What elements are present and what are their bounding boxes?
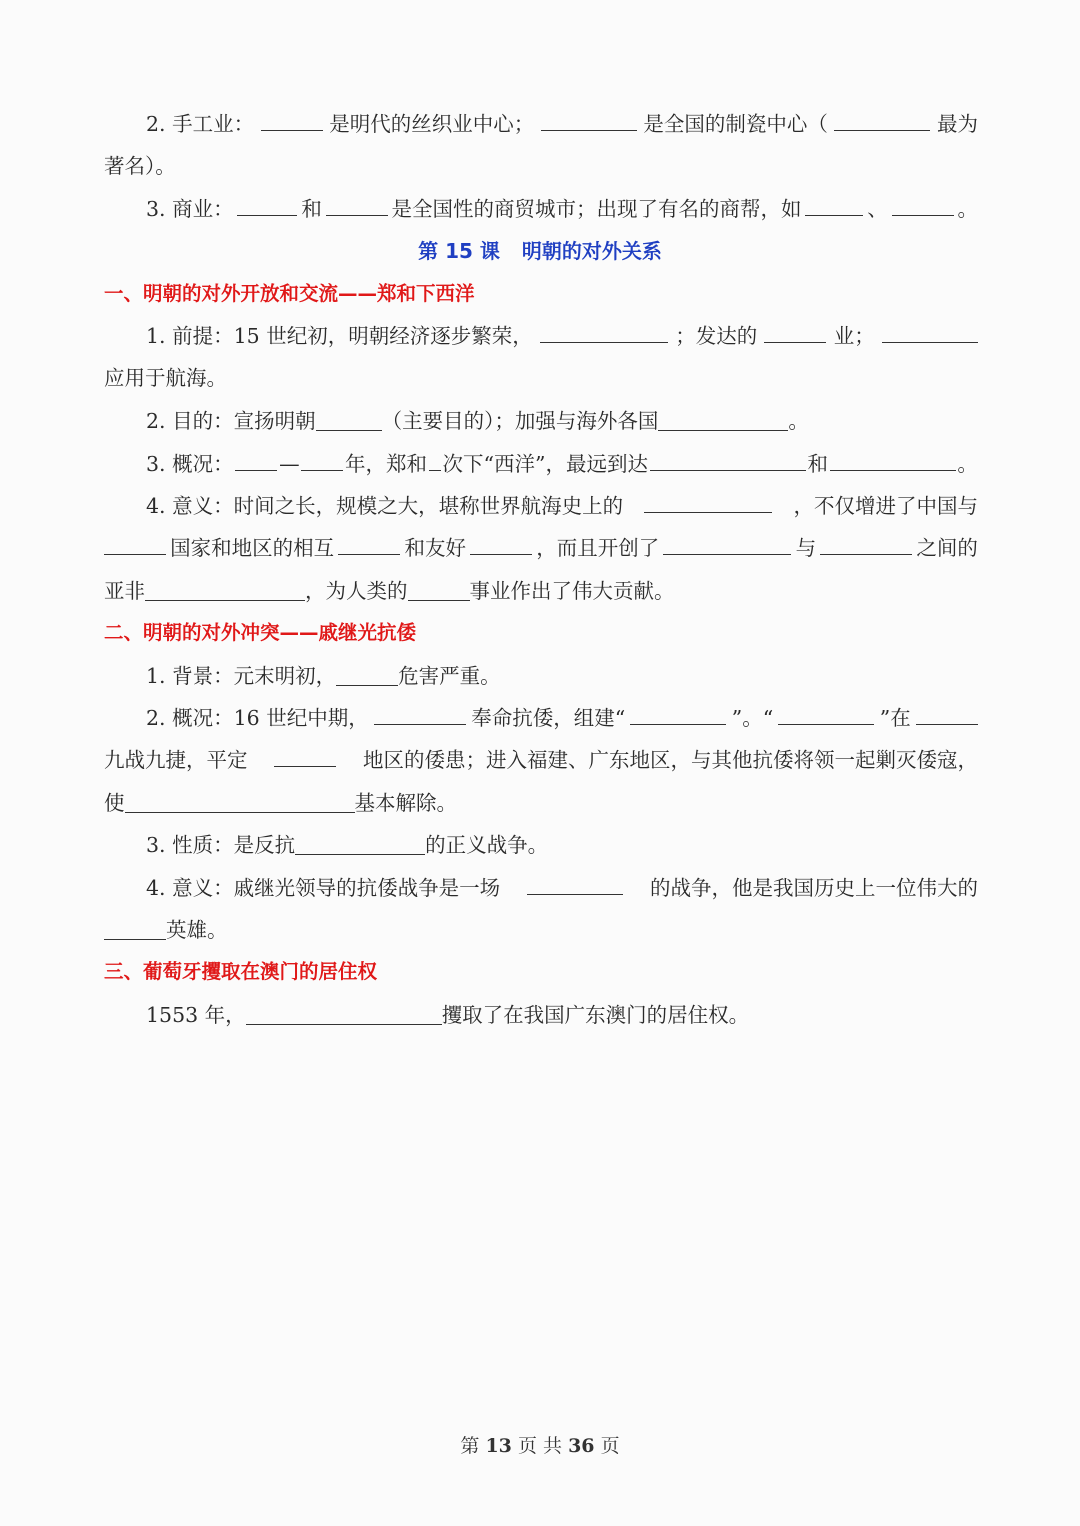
campaign-line-2	[104, 740, 978, 780]
text-segment: 事业作出了伟大贡献。	[469, 579, 675, 603]
item-number: 3.	[146, 197, 166, 221]
footer-text: 共	[543, 1435, 563, 1457]
fill-blank[interactable]	[778, 700, 874, 725]
text-segment: 是全国性的商贸城市；出现了有名的商帮，如	[391, 197, 802, 221]
macau-line	[104, 995, 978, 1035]
fill-blank[interactable]	[630, 700, 726, 725]
text-segment: 。	[957, 452, 978, 476]
text-segment: ；发达的	[675, 324, 758, 348]
fill-blank[interactable]	[805, 191, 863, 216]
text-segment: 是明代的丝织业中心；	[329, 112, 535, 136]
text-segment: —	[279, 452, 300, 476]
lesson-title	[0, 231, 1080, 271]
page-number: 13	[485, 1435, 512, 1457]
overview-line	[104, 444, 978, 484]
fill-blank[interactable]	[650, 446, 806, 471]
text-segment: ”。“	[731, 706, 774, 730]
fill-blank[interactable]	[892, 191, 954, 216]
fill-blank[interactable]	[145, 576, 305, 601]
text-segment: 目的：宣扬明朝	[172, 409, 316, 433]
fill-blank[interactable]	[237, 191, 297, 216]
text-segment: 。	[788, 409, 809, 433]
text-segment: 年，郑和	[345, 452, 428, 476]
text-segment: 是全国的制瓷中心（	[643, 112, 828, 136]
campaign-line-3	[104, 783, 978, 823]
premise-continuation	[104, 358, 978, 398]
fill-blank[interactable]	[764, 318, 826, 343]
item-number: 3.	[146, 452, 166, 476]
fill-blank[interactable]	[301, 446, 343, 471]
fill-blank[interactable]	[104, 915, 166, 940]
fill-blank[interactable]	[336, 661, 398, 686]
text-segment: 与	[795, 536, 817, 560]
text-segment: 的正义战争。	[425, 833, 549, 857]
text-segment: （主要目的）；加强与海外各国	[381, 409, 659, 433]
text-segment: 1553 年，	[146, 1003, 246, 1027]
fill-blank[interactable]	[470, 530, 532, 555]
text-segment: 概况：16 世纪中期，	[172, 706, 369, 730]
footer-text: 页	[517, 1435, 537, 1457]
fill-blank[interactable]	[834, 106, 930, 131]
fill-blank[interactable]	[541, 106, 637, 131]
text-segment: 最为	[936, 112, 978, 136]
text-segment: 。	[957, 197, 978, 221]
lesson-name: 明朝的对外关系	[521, 239, 662, 263]
fill-blank[interactable]	[540, 318, 668, 343]
item-number: 4.	[146, 876, 166, 900]
total-pages: 36	[568, 1435, 595, 1457]
significance-line-1	[104, 486, 978, 526]
section-heading-1: 一、明朝的对外开放和交流——郑和下西洋	[104, 282, 475, 305]
text-segment: 亚非	[104, 579, 145, 603]
item-number: 4.	[146, 494, 166, 518]
handicraft-continuation	[104, 146, 978, 186]
text-segment: 业；	[833, 324, 875, 348]
significance-line-2	[104, 528, 978, 568]
war-significance-continuation	[104, 910, 978, 950]
fill-blank[interactable]	[104, 530, 166, 555]
item-number: 2.	[146, 409, 166, 433]
text-segment: 和	[301, 197, 322, 221]
footer-text: 第	[460, 1435, 480, 1457]
item-label: 手工业：	[172, 112, 255, 136]
text-segment: 地区的倭患；进入福建、广东地区，与其他抗倭将领一起剿灭倭寇，	[363, 748, 978, 772]
fill-blank[interactable]	[527, 870, 623, 895]
lesson-number: 第 15 课	[418, 239, 500, 263]
text-segment: ，而且开创了	[536, 536, 660, 560]
item-number: 2.	[146, 706, 166, 730]
text-segment: 和	[807, 452, 828, 476]
text-segment: 的战争，他是我国历史上一位伟大的	[650, 876, 978, 900]
fill-blank[interactable]	[235, 446, 277, 471]
text-segment: 意义：戚继光领导的抗倭战争是一场	[172, 876, 501, 900]
section-heading-3: 三、葡萄牙攫取在澳门的居住权	[104, 960, 378, 983]
fill-blank[interactable]	[246, 1000, 442, 1025]
text-segment: 著名）。	[104, 154, 176, 178]
text-segment: 九战九捷，平定	[104, 748, 248, 772]
fill-blank[interactable]	[125, 788, 355, 813]
text-segment: 、	[867, 197, 888, 221]
commerce-line	[104, 189, 978, 229]
text-segment: 使	[104, 791, 125, 815]
text-segment: 意义：时间之长，规模之大，堪称世界航海史上的	[172, 494, 624, 518]
fill-blank[interactable]	[316, 406, 382, 431]
fill-blank[interactable]	[916, 700, 978, 725]
fill-blank[interactable]	[261, 106, 323, 131]
fill-blank[interactable]	[820, 530, 912, 555]
fill-blank[interactable]	[658, 406, 788, 431]
text-segment: ，不仅增进了中国与	[793, 494, 978, 518]
significance-line-3	[104, 571, 978, 611]
text-segment: 前提：15 世纪初，明朝经济逐步繁荣，	[172, 324, 533, 348]
text-segment: 英雄。	[166, 918, 228, 942]
fill-blank[interactable]	[429, 446, 441, 471]
nature-line	[104, 825, 978, 865]
text-segment: 基本解除。	[354, 791, 457, 815]
fill-blank[interactable]	[374, 700, 466, 725]
footer-text: 页	[600, 1435, 620, 1457]
campaign-line-1	[104, 698, 978, 738]
text-segment: ”在	[879, 706, 911, 730]
text-segment: 之间的	[916, 536, 978, 560]
page-footer	[0, 1428, 1080, 1464]
text-segment: 奉命抗倭，组建“	[471, 706, 626, 730]
item-number: 1.	[146, 324, 166, 348]
fill-blank[interactable]	[295, 830, 425, 855]
handicraft-line	[104, 104, 978, 144]
background-line	[104, 656, 978, 696]
fill-blank[interactable]	[338, 530, 400, 555]
text-segment: 攫取了在我国广东澳门的居住权。	[441, 1003, 750, 1027]
fill-blank[interactable]	[274, 742, 336, 767]
fill-blank[interactable]	[830, 446, 956, 471]
text-segment: 次下“西洋”，最远到达	[442, 452, 648, 476]
premise-line	[104, 316, 978, 356]
text-segment: 背景：元末明初，	[172, 664, 337, 688]
fill-blank[interactable]	[408, 576, 470, 601]
item-number: 3.	[146, 833, 166, 857]
text-segment: ，为人类的	[305, 579, 408, 603]
item-label: 商业：	[172, 197, 234, 221]
item-number: 1.	[146, 664, 166, 688]
text-segment: 应用于航海。	[104, 366, 227, 390]
war-significance-line	[104, 868, 978, 908]
text-segment: 国家和地区的相互	[170, 536, 335, 560]
purpose-line	[104, 401, 978, 441]
fill-blank[interactable]	[644, 488, 772, 513]
text-segment: 危害严重。	[398, 664, 501, 688]
text-segment: 和友好	[404, 536, 466, 560]
fill-blank[interactable]	[326, 191, 388, 216]
text-segment: 概况：	[172, 452, 234, 476]
item-number: 2.	[146, 112, 166, 136]
fill-blank[interactable]	[882, 318, 978, 343]
fill-blank[interactable]	[663, 530, 791, 555]
section-heading-2: 二、明朝的对外冲突——戚继光抗倭	[104, 621, 417, 644]
text-segment: 性质：是反抗	[172, 833, 296, 857]
